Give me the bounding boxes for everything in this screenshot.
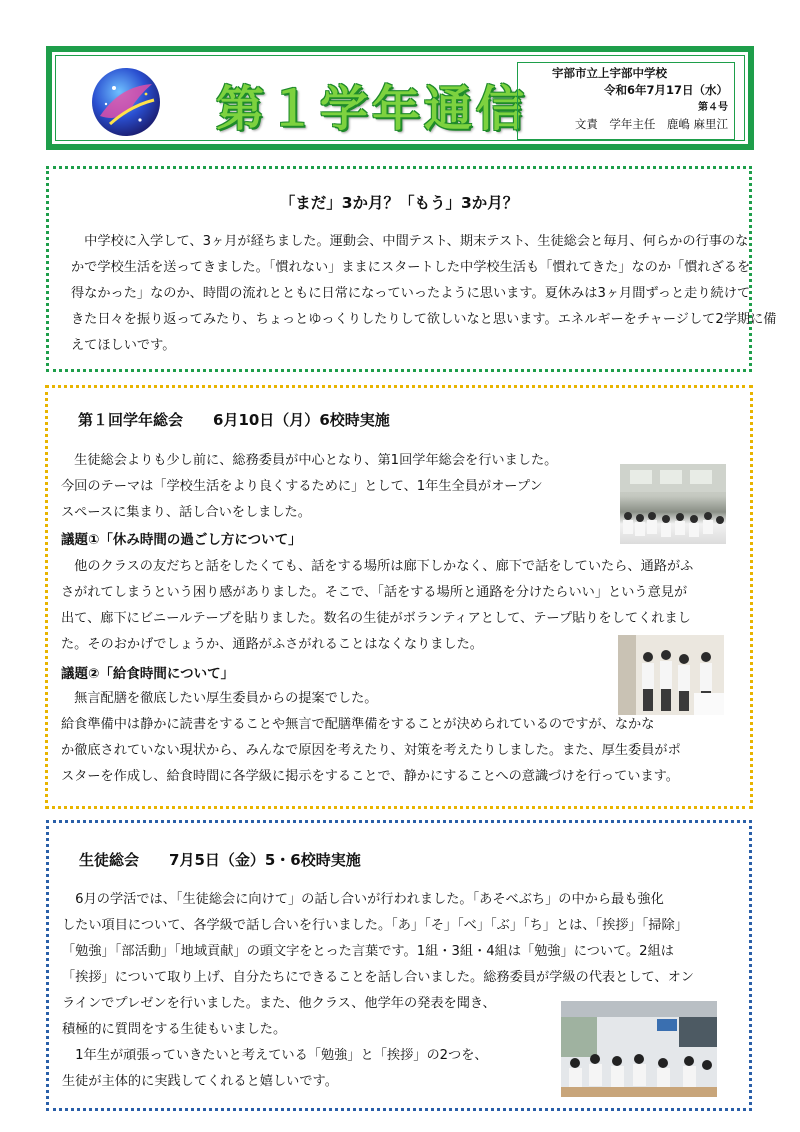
body-line: た。そのおかげでしょうか、通路がふさがれることはなくなりました。: [61, 637, 483, 652]
section-greeting-title: 「まだ」3か月？「もう」3か月？: [279, 194, 519, 212]
body-line: 「勉強」「部活動」「地域貢献」の頭文字をとった言葉です。1組・3組・4組は「勉強」について。2組は: [62, 944, 674, 959]
body-line: かで学校生活を送ってきました。「慣れない」ままにスタートした中学校生活も「慣れてきた」なのか「慣れざるを: [71, 260, 751, 275]
body-line: 中学校に入学して、3ヶ月が経ちました。運動会、中間テスト、期末テスト、生徒総会と毎月、何らかの行事のな: [71, 234, 749, 249]
galaxy-globe-logo: [90, 66, 162, 138]
body-line: 無言配膳を徹底したい厚生委員からの提案でした。: [61, 691, 378, 706]
student-assembly-photo-scene: [561, 1001, 717, 1097]
body-line: 積極的に質問をする生徒もいました。: [62, 1022, 287, 1037]
body-line: 6月の学活では、「生徒総会に向けて」の話し合いが行われました。「あそべぶち」の中から最も強化: [62, 892, 664, 907]
section-student-assembly-title: 生徒総会 7月5日（金）5・6校時実施: [79, 851, 361, 869]
body-line: 得なかった」なのか、時間の流れとともに日常になっていったように思います。夏休みは3ヶ月間ずっと走り続けて: [71, 286, 751, 301]
body-line: きた日々を振り返ってみたり、ちょっとゆっくりしたりして欲しいなと思います。エネルギーをチャージして2学期に備: [71, 312, 777, 327]
student-assembly-photo: [561, 1001, 717, 1097]
body-line: 生徒が主体的に実践してくれると嬉しいです。: [62, 1074, 338, 1089]
body-line: えてほしいです。: [71, 338, 176, 353]
section-greeting: [46, 166, 777, 372]
body-line: 他のクラスの友だちと話をしたくても、話をする場所は廊下しかなく、廊下で話をしていたら、通路がふ: [61, 559, 694, 574]
agenda-2-title: 議題②「給食時間について」: [61, 666, 235, 682]
school-name: 宇部市立上宇部中学校: [552, 66, 667, 80]
body-line: 「挨拶」について取り上げ、自分たちにできることを話し合いました。総務委員が学級の代表として、オン: [62, 970, 694, 985]
section-student-assembly: [46, 820, 752, 1111]
body-line: か徹底されていない現状から、みんなで原因を考えたり、対策を考えたりしました。また、厚生委員がポ: [61, 743, 681, 758]
newsletter-header: [46, 46, 754, 150]
body-line: 今回のテーマは「学校生活をより良くするために」として、1年生全員がオープン: [61, 479, 543, 494]
body-line: さがれてしまうという困り感がありました。そこで、「話をする場所と通路を分けたらいい」という意見が: [61, 585, 688, 600]
header-inner-frame: [55, 55, 745, 141]
body-line: したい項目について、各学級で話し合いを行いました。「あ」「そ」「べ」「ぶ」「ち」とは、「挨拶」「掃除」: [62, 918, 688, 933]
assembly-photo-1: [620, 464, 726, 544]
agenda-1-body: [61, 554, 693, 658]
body-line: 生徒総会よりも少し前に、総務委員が中心となり、第1回学年総会を行いました。: [61, 453, 558, 468]
agenda-1-title: 議題①「休み時間の過ごし方について」: [61, 532, 302, 548]
newsletter-masthead: 第１学年通信: [216, 81, 529, 137]
section-grade-assembly: [45, 385, 753, 809]
issue-number: 第４号: [698, 102, 728, 113]
issue-date: 令和6年7月17日（水）: [603, 83, 728, 97]
issue-author: 文責 学年主任 鹿嶋 麻里江: [574, 117, 728, 131]
body-line: スターを作成し、給食時間に各学級に掲示をすることで、静かにすることへの意識づけを行っています。: [61, 769, 679, 784]
assembly-photo-1-scene: [620, 464, 726, 544]
body-line: スペースに集まり、話し合いをしました。: [61, 505, 311, 520]
body-line: 1年生が頑張っていきたいと考えている「勉強」と「挨拶」の2つを、: [62, 1048, 488, 1063]
section-grade-assembly-title: 第１回学年総会 6月10日（月）6校時実施: [78, 411, 390, 429]
body-line: 出て、廊下にビニールテープを貼りました。数名の生徒がボランティアとして、テープ貼りをしてくれまし: [61, 611, 691, 626]
body-line: 給食準備中は静かに読書をすることや無言で配膳準備をすることが決められているのですが、なかな: [61, 717, 655, 732]
issue-info-box: [517, 62, 735, 140]
body-line: ラインでプレゼンを行いました。また、他クラス、他学年の発表を聞き、: [62, 996, 496, 1011]
agenda-2-body: [61, 686, 681, 790]
assembly-intro: [61, 448, 557, 526]
section-greeting-body: [71, 229, 776, 359]
